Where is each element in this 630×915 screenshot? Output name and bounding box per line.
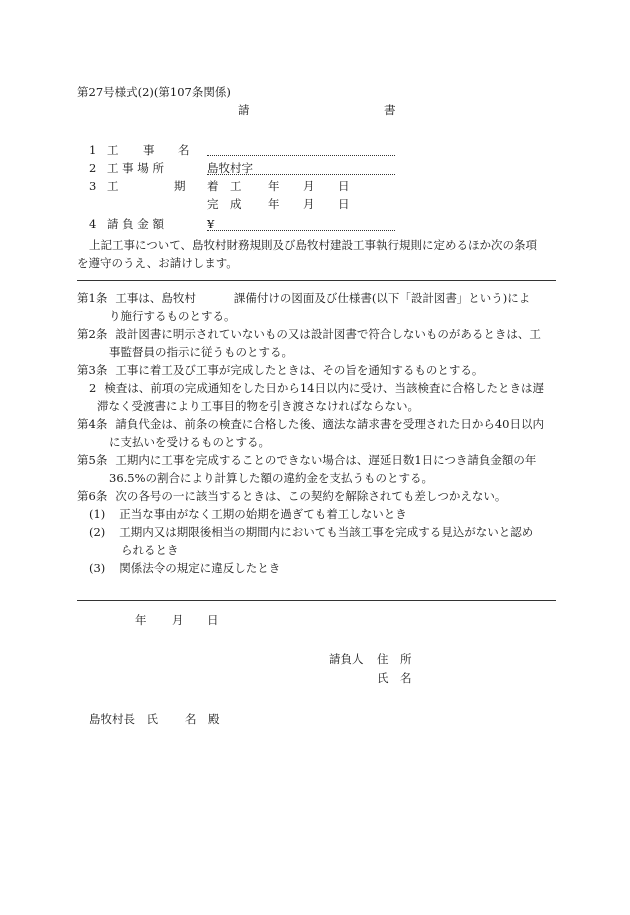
addressee-suffix: 殿 (208, 712, 220, 726)
article6-item1-line1: 正当な事由がなく工期の始期を過ぎても着工しないとき (119, 507, 407, 521)
article4-line2: に支払いを受けるものとする。 (109, 435, 270, 449)
item4-value-line[interactable] (207, 230, 395, 231)
article6-item2-line1: 工期内又は期限後相当の期間内においても当該工事を完成する見込がないと認め (119, 525, 534, 539)
item1-label-a: 工 (107, 143, 119, 157)
item4-value: ¥ (207, 217, 215, 231)
article3-line1: 工事に着工及び工事が完成したときは、その旨を通知するものとする。 (115, 363, 484, 377)
item3-start-label: 着 工 (207, 179, 242, 193)
contractor-address-label: 住 所 (377, 652, 412, 666)
article3-2-num: 2 (89, 381, 97, 395)
item1-label-b: 事 (143, 143, 155, 157)
article6-item2-num: (2) (89, 525, 106, 539)
item3-num: 3 (89, 179, 97, 193)
intro-line-1: 上記工事について、島牧村財務規則及び島牧村建設工事執行規則に定めるほか次の条項 (89, 238, 538, 252)
article3-head: 第3条 (77, 363, 108, 377)
item2-label: 工 事 場 所 (107, 161, 164, 175)
item3-label-b: 期 (174, 179, 186, 193)
article1-line2: り施行するものとする。 (109, 309, 236, 323)
article2-line1: 設計図書に明示されていないもの又は設計図書で符合しないものがあるときは、工 (115, 327, 541, 341)
item1-label-c: 名 (178, 143, 190, 157)
article2-head: 第2条 (77, 327, 108, 341)
article5-line1: 工期内に工事を完成することのできない場合は、遅延日数1日につき請負金額の年 (115, 453, 537, 467)
item3-start-year: 年 (268, 179, 280, 193)
article3-2-line1: 検査は、前項の完成通知をした日から14日以内に受け、当該検査に合格したときは遅 (104, 381, 544, 395)
article1-head: 第1条 (77, 291, 108, 305)
article3-2-line2: 滞なく受渡書により工事目的物を引き渡さなければならない。 (97, 399, 419, 413)
article6-item2-line2: られるとき (121, 543, 179, 557)
addressee-name-char: 名 (185, 712, 197, 726)
article1-line1b: 課備付けの図面及び仕様書(以下「設計図書」という)によ (233, 291, 531, 305)
item3-end-month: 月 (303, 197, 315, 211)
article6-head: 第6条 (77, 489, 108, 503)
item1-num: 1 (89, 143, 97, 157)
item2-value: 島牧村字 (207, 161, 253, 175)
article6-item1-num: (1) (89, 507, 106, 521)
divider-top (77, 280, 556, 281)
item3-start-day: 日 (338, 179, 350, 193)
item3-start-month: 月 (303, 179, 315, 193)
addressee-prefix: 島牧村長 氏 (89, 712, 158, 726)
article1-line1a: 工事は、島牧村 (115, 291, 196, 305)
form-id: 第27号様式(2)(第107条関係) (77, 85, 231, 99)
article2-line2: 事監督員の指示に従うものとする。 (109, 345, 293, 359)
item2-num: 2 (89, 161, 97, 175)
contractor-name-label: 氏 名 (377, 671, 412, 685)
date-month: 月 (172, 613, 184, 627)
intro-line-2: を遵守のうえ、お請けします。 (77, 256, 238, 270)
item3-label-a: 工 (107, 179, 119, 193)
item3-end-label: 完 成 (207, 197, 242, 211)
contractor-role: 請負人 (329, 652, 364, 666)
article6-line1: 次の各号の一に該当するときは、この契約を解除されても差しつかえない。 (115, 489, 507, 503)
item3-end-day: 日 (338, 197, 350, 211)
item2-value-line[interactable] (207, 174, 395, 175)
title-char-2: 書 (384, 103, 396, 117)
title-char-1: 請 (238, 103, 250, 117)
article6-item3-line1: 関係法令の規定に違反したとき (119, 561, 281, 575)
date-day: 日 (207, 613, 219, 627)
intro-paragraph (77, 236, 557, 272)
article4-head: 第4条 (77, 417, 108, 431)
article6-item3-num: (3) (89, 561, 106, 575)
article4-line1: 請負代金は、前条の検査に合格した後、適法な請求書を受理された日から40日以内 (115, 417, 544, 431)
date-year: 年 (135, 613, 147, 627)
item4-num: 4 (89, 217, 97, 231)
item4-label: 請 負 金 額 (107, 217, 164, 231)
article5-head: 第5条 (77, 453, 108, 467)
article5-line2: 36.5%の割合により計算した額の違約金を支払うものとする。 (109, 471, 434, 485)
item1-value-line[interactable] (207, 155, 395, 156)
article-list (77, 289, 557, 577)
divider-bottom (77, 600, 556, 601)
item3-end-year: 年 (268, 197, 280, 211)
